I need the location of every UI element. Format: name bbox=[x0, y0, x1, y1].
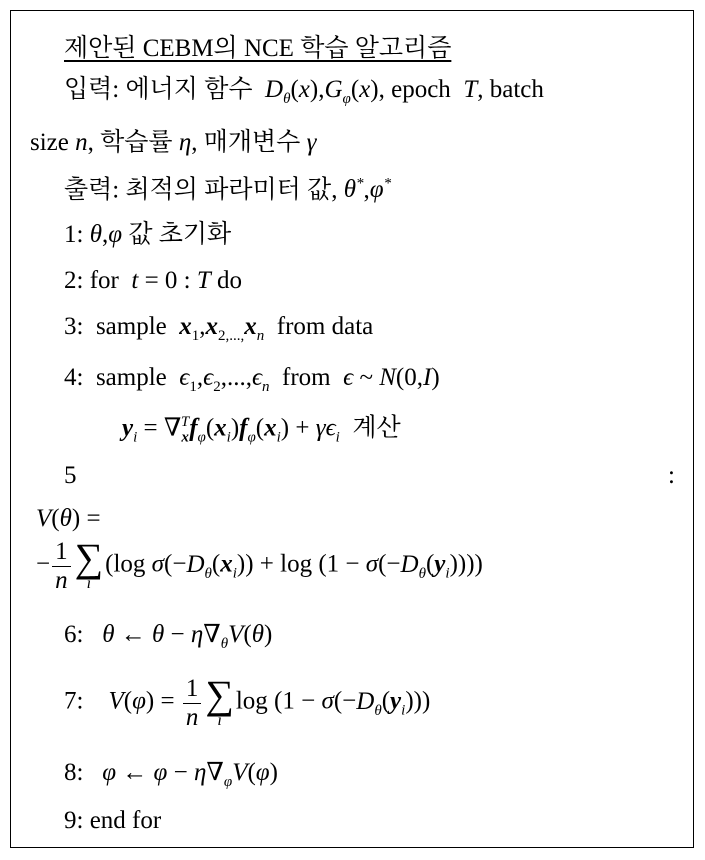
step-1-text: 값 초기화 bbox=[128, 221, 232, 248]
step-5-formula: − $\frac{1}{n}$ ∑ i (log $\sigma(-D_\theta(x_i)) + \log (1 - \sigma(-D_\theta(y_i)))$) bbox=[36, 535, 483, 594]
step-4: 4: sample $\epsilon_1,\epsilon_2,...,\epsilon_n$ from ϵ ~ N(0,I) bbox=[64, 364, 440, 395]
input-label: 입력: bbox=[64, 76, 120, 103]
step-5-lhs: V(θ) = bbox=[36, 505, 101, 532]
input-size: size bbox=[30, 129, 69, 156]
step-2-number: 2: bbox=[64, 267, 84, 294]
step-3-number: 3: bbox=[64, 313, 84, 340]
step-4b: $y_i = \nabla_x^Tf_\varphi(x_i)f_\varphi(x_i) + \gamma\epsilon_i$ 계산 bbox=[122, 414, 401, 446]
step-2-do: do bbox=[217, 267, 243, 294]
input-epoch: , epoch bbox=[378, 76, 451, 103]
step-8: 8: φ ← $\varphi - \eta\nabla_\varphi V(\varphi)$ bbox=[64, 759, 278, 790]
input-param: , 매개변수 bbox=[191, 129, 301, 156]
step-7: 7: V(φ) = $\frac{1}{n}$ ∑ i $\log (1 - \sigma(-D_\theta(y_i)))$ bbox=[64, 672, 431, 731]
step-5-colon: : bbox=[668, 462, 675, 489]
step-4-sample: sample bbox=[95, 364, 167, 391]
step-5-number: 5 bbox=[64, 462, 77, 489]
step-1-number: 1: bbox=[64, 221, 84, 248]
step-4b-calc: 계산 bbox=[352, 414, 401, 442]
step-9-text: end for bbox=[89, 807, 162, 834]
step-3-sample: sample bbox=[95, 313, 167, 340]
input-energy: 에너지 함수 bbox=[125, 76, 253, 103]
input-lr: , 학습률 bbox=[87, 129, 173, 156]
output-text: 최적의 파라미터 값, bbox=[125, 176, 338, 204]
output-label: 출력: bbox=[64, 176, 120, 204]
step-1: 1: θ,φ 값 초기화 bbox=[64, 221, 232, 248]
input-line: 입력: 에너지 함수 $D_\theta(x),G_\varphi(x)$, epoch T, batch bbox=[64, 76, 544, 107]
step-2: 2: for t = 0 : T do bbox=[64, 267, 243, 294]
step-3-from: from data bbox=[276, 313, 374, 340]
step-6-number: 6: bbox=[64, 621, 84, 648]
step-4-from: from bbox=[282, 364, 331, 391]
step-4-number: 4: bbox=[64, 364, 84, 391]
step-8-number: 8: bbox=[64, 759, 84, 786]
step-2-for: for bbox=[89, 267, 119, 294]
input-line-2: size n, 학습률 η, 매개변수 γ bbox=[30, 129, 317, 156]
step-3: 3: sample $x_1,x_{2,...,}x_n$ from data bbox=[64, 313, 374, 344]
output-line: 출력: 최적의 파라미터 값, θ*,φ* bbox=[64, 176, 392, 204]
step-9 bbox=[64, 808, 161, 833]
step-9-number: 9: bbox=[64, 807, 84, 834]
step-6: 6: θ ← $\theta - \eta\nabla_\theta V(\theta)$ bbox=[64, 621, 273, 652]
algorithm-title: 제안된 CEBM의 NCE 학습 알고리즘 bbox=[64, 35, 452, 62]
input-batch: , batch bbox=[477, 76, 544, 103]
step-7-number: 7: bbox=[64, 687, 84, 715]
